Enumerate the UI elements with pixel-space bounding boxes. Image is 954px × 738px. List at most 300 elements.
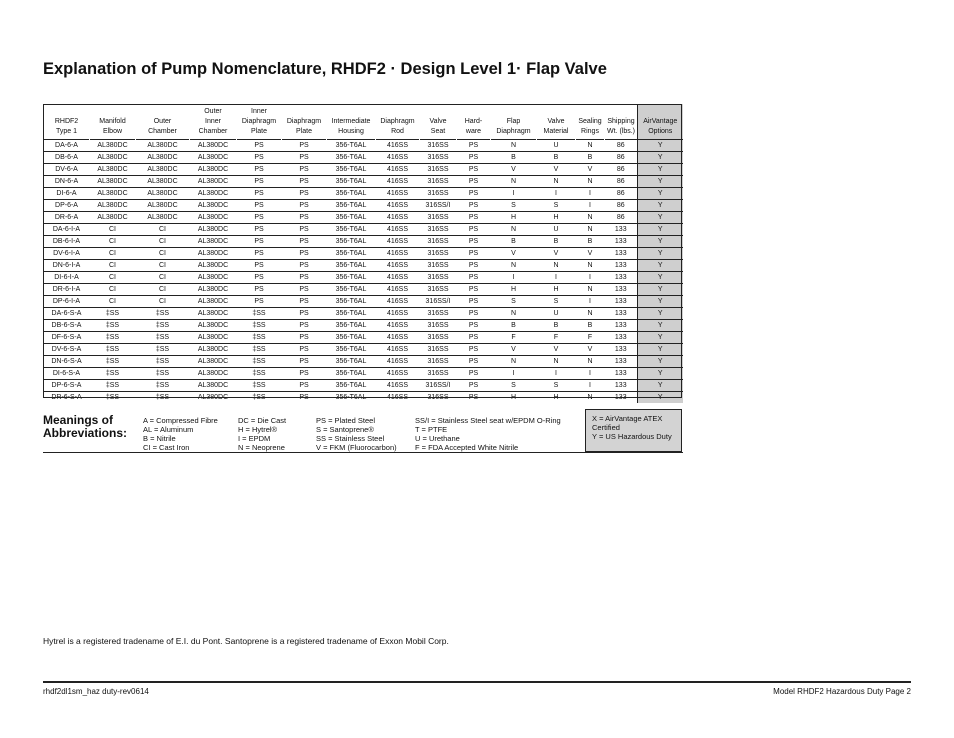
table-cell: V <box>576 344 605 356</box>
table-cell: PS <box>457 368 491 380</box>
table-cell: 356-T6AL <box>327 140 376 152</box>
table-cell: 356-T6AL <box>327 272 376 284</box>
table-row <box>44 320 683 332</box>
table-cell: S <box>537 296 576 308</box>
table-cell: DB-6-A <box>44 152 90 164</box>
abbreviation-item: V = FKM (Fluorocarbon) <box>316 443 397 452</box>
table-cell: PS <box>282 320 327 332</box>
table-cell: DV-6-S-A <box>44 344 90 356</box>
table-cell: U <box>537 140 576 152</box>
table-cell: 356-T6AL <box>327 308 376 320</box>
table-cell: ‡SS <box>90 320 136 332</box>
table-cell: ‡SS <box>136 368 190 380</box>
table-cell: PS <box>457 224 491 236</box>
table-cell: PS <box>457 248 491 260</box>
table-cell: PS <box>457 320 491 332</box>
table-cell: 416SS <box>376 260 420 272</box>
table-cell: N <box>491 224 537 236</box>
column-header: RHDF2 Type 1 <box>44 104 90 140</box>
table-cell: ‡SS <box>237 332 282 344</box>
table-cell: Y <box>638 236 683 248</box>
table-cell: ‡SS <box>237 320 282 332</box>
table-cell: PS <box>457 296 491 308</box>
abbreviations-section <box>43 400 683 453</box>
table-cell: H <box>491 212 537 224</box>
column-header: Outer Inner Chamber <box>190 104 237 140</box>
table-cell: ‡SS <box>237 380 282 392</box>
abbreviations-title: Meanings of Abbreviations: <box>43 413 128 440</box>
table-cell: DF-6-S-A <box>44 332 90 344</box>
abbreviation-column <box>316 416 397 452</box>
table-cell: 86 <box>605 200 638 212</box>
table-cell: PS <box>457 260 491 272</box>
table-cell: AL380DC <box>190 164 237 176</box>
table-cell: I <box>537 368 576 380</box>
table-cell: V <box>537 164 576 176</box>
table-cell: N <box>576 140 605 152</box>
table-cell: N <box>576 260 605 272</box>
abbreviation-item: H = Hytrel® <box>238 425 278 434</box>
table-cell: PS <box>457 332 491 344</box>
column-header: AirVantage Options <box>638 104 683 140</box>
abbreviation-item: N = Neoprene <box>238 443 285 452</box>
table-cell: 356-T6AL <box>327 260 376 272</box>
table-cell: 416SS <box>376 236 420 248</box>
table-cell: B <box>537 320 576 332</box>
table-cell: ‡SS <box>136 380 190 392</box>
table-cell: 416SS <box>376 212 420 224</box>
footer-rule <box>43 681 911 683</box>
table-cell: U <box>537 224 576 236</box>
table-cell: 86 <box>605 176 638 188</box>
table-cell: 416SS <box>376 284 420 296</box>
table-cell: 316SS <box>420 308 457 320</box>
table-cell: ‡SS <box>90 368 136 380</box>
table-row <box>44 164 683 176</box>
table-cell: V <box>576 164 605 176</box>
abbreviation-item: S = Santoprene® <box>316 425 374 434</box>
table-cell: PS <box>282 140 327 152</box>
table-cell: B <box>537 152 576 164</box>
table-cell: PS <box>457 356 491 368</box>
table-cell: AL380DC <box>136 164 190 176</box>
table-cell: V <box>576 248 605 260</box>
table-cell: N <box>576 392 605 404</box>
table-cell: 86 <box>605 212 638 224</box>
table-cell: AL380DC <box>190 248 237 260</box>
table-cell: 316SS <box>420 284 457 296</box>
table-cell: Y <box>638 200 683 212</box>
table-cell: AL380DC <box>136 200 190 212</box>
table-cell: PS <box>457 152 491 164</box>
table-cell: 133 <box>605 320 638 332</box>
table-cell: 416SS <box>376 356 420 368</box>
table-cell: 316SS <box>420 224 457 236</box>
table-cell: AL380DC <box>190 368 237 380</box>
table-cell: PS <box>237 272 282 284</box>
table-cell: N <box>537 356 576 368</box>
table-cell: PS <box>282 176 327 188</box>
table-cell: 416SS <box>376 296 420 308</box>
table-cell: N <box>537 176 576 188</box>
table-cell: Y <box>638 356 683 368</box>
table-cell: 316SS/I <box>420 296 457 308</box>
table-cell: ‡SS <box>90 392 136 404</box>
table-cell: B <box>491 236 537 248</box>
abbreviation-item: PS = Plated Steel <box>316 416 375 425</box>
table-cell: H <box>491 392 537 404</box>
table-cell: CI <box>90 236 136 248</box>
table-row <box>44 224 683 236</box>
table-cell: ‡SS <box>237 356 282 368</box>
table-cell: 416SS <box>376 272 420 284</box>
table-cell: N <box>576 212 605 224</box>
abbreviation-item: F = FDA Accepted White Nitrile <box>415 443 519 452</box>
table-cell: 356-T6AL <box>327 380 376 392</box>
table-cell: 316SS <box>420 176 457 188</box>
table-cell: AL380DC <box>190 260 237 272</box>
table-cell: Y <box>638 332 683 344</box>
table-cell: I <box>491 272 537 284</box>
table-cell: DN-6-S-A <box>44 356 90 368</box>
table-cell: AL380DC <box>136 176 190 188</box>
table-cell: DI-6-S-A <box>44 368 90 380</box>
table-cell: ‡SS <box>237 392 282 404</box>
table-cell: PS <box>457 212 491 224</box>
table-cell: Y <box>638 248 683 260</box>
table-cell: Y <box>638 212 683 224</box>
table-cell: Y <box>638 176 683 188</box>
table-cell: Y <box>638 284 683 296</box>
table-cell: PS <box>282 248 327 260</box>
table-cell: 356-T6AL <box>327 296 376 308</box>
table-cell: 316SS <box>420 212 457 224</box>
table-cell: DA-6-I-A <box>44 224 90 236</box>
table-cell: S <box>537 200 576 212</box>
table-cell: PS <box>457 272 491 284</box>
table-cell: PS <box>282 368 327 380</box>
table-cell: PS <box>237 176 282 188</box>
table-cell: PS <box>457 140 491 152</box>
table-cell: I <box>537 188 576 200</box>
table-cell: V <box>537 248 576 260</box>
table-cell: Y <box>638 272 683 284</box>
table-cell: PS <box>282 224 327 236</box>
table-cell: B <box>576 236 605 248</box>
table-cell: AL380DC <box>190 308 237 320</box>
column-header: Diaphragm Plate <box>282 104 327 140</box>
table-cell: 416SS <box>376 152 420 164</box>
table-cell: N <box>491 308 537 320</box>
table-cell: I <box>576 200 605 212</box>
abbreviation-item: U = Urethane <box>415 434 460 443</box>
table-cell: AL380DC <box>190 212 237 224</box>
table-cell: V <box>537 344 576 356</box>
table-cell: 356-T6AL <box>327 152 376 164</box>
table-cell: N <box>576 176 605 188</box>
table-cell: CI <box>90 260 136 272</box>
table-cell: 416SS <box>376 368 420 380</box>
table-cell: CI <box>136 296 190 308</box>
table-cell: DA-6-A <box>44 140 90 152</box>
table-cell: Y <box>638 380 683 392</box>
table-cell: 356-T6AL <box>327 200 376 212</box>
table-cell: Y <box>638 368 683 380</box>
table-cell: PS <box>237 236 282 248</box>
table-cell: CI <box>90 296 136 308</box>
table-cell: 316SS <box>420 164 457 176</box>
table-cell: PS <box>457 284 491 296</box>
table-cell: 316SS <box>420 140 457 152</box>
table-cell: AL380DC <box>90 200 136 212</box>
table-cell: AL380DC <box>190 224 237 236</box>
table-cell: ‡SS <box>237 368 282 380</box>
table-cell: N <box>576 284 605 296</box>
table-cell: 316SS <box>420 368 457 380</box>
abbreviation-item: T = PTFE <box>415 425 448 434</box>
table-cell: 356-T6AL <box>327 248 376 260</box>
table-cell: 316SS <box>420 260 457 272</box>
table-cell: PS <box>282 332 327 344</box>
table-cell: AL380DC <box>190 356 237 368</box>
table-cell: F <box>491 332 537 344</box>
table-cell: CI <box>90 224 136 236</box>
table-cell: 356-T6AL <box>327 284 376 296</box>
column-header: Intermediate Housing <box>327 104 376 140</box>
table-cell: Y <box>638 296 683 308</box>
table-cell: AL380DC <box>190 140 237 152</box>
table-cell: CI <box>136 224 190 236</box>
abbreviation-item: AL = Aluminum <box>143 425 194 434</box>
table-row <box>44 344 683 356</box>
table-cell: ‡SS <box>136 344 190 356</box>
abbreviation-item: SS = Stainless Steel <box>316 434 385 443</box>
table-cell: 356-T6AL <box>327 224 376 236</box>
table-row <box>44 284 683 296</box>
table-cell: CI <box>90 284 136 296</box>
table-row <box>44 308 683 320</box>
airvantage-legend-item: Certified <box>592 423 620 432</box>
table-cell: AL380DC <box>190 284 237 296</box>
table-cell: H <box>491 284 537 296</box>
table-cell: 416SS <box>376 380 420 392</box>
table-cell: PS <box>237 260 282 272</box>
table-cell: PS <box>457 392 491 404</box>
table-cell: 316SS <box>420 332 457 344</box>
table-cell: AL380DC <box>190 200 237 212</box>
table-cell: PS <box>237 284 282 296</box>
abbreviation-item: B = Nitrile <box>143 434 176 443</box>
table-cell: I <box>576 296 605 308</box>
table-cell: DP-6-S-A <box>44 380 90 392</box>
table-cell: CI <box>90 272 136 284</box>
table-cell: DA-6-S-A <box>44 308 90 320</box>
table-cell: 133 <box>605 332 638 344</box>
table-cell: 416SS <box>376 200 420 212</box>
column-header: Manifold Elbow <box>90 104 136 140</box>
table-cell: I <box>491 188 537 200</box>
table-cell: 133 <box>605 236 638 248</box>
table-cell: PS <box>282 308 327 320</box>
table-cell: 356-T6AL <box>327 212 376 224</box>
table-cell: AL380DC <box>90 176 136 188</box>
table-cell: CI <box>136 260 190 272</box>
table-cell: 86 <box>605 164 638 176</box>
table-cell: Y <box>638 308 683 320</box>
table-cell: PS <box>237 164 282 176</box>
table-cell: DV-6-A <box>44 164 90 176</box>
table-cell: CI <box>136 284 190 296</box>
table-cell: 356-T6AL <box>327 236 376 248</box>
table-cell: PS <box>282 260 327 272</box>
table-cell: PS <box>457 200 491 212</box>
table-cell: CI <box>136 248 190 260</box>
table-cell: PS <box>457 308 491 320</box>
table-row <box>44 368 683 380</box>
abbreviation-item: DC = Die Cast <box>238 416 287 425</box>
table-cell: AL380DC <box>190 296 237 308</box>
airvantage-legend-item: Y = US Hazardous Duty <box>592 432 672 441</box>
column-header: Valve Seat <box>420 104 457 140</box>
table-cell: Y <box>638 344 683 356</box>
table-cell: 416SS <box>376 248 420 260</box>
table-cell: DP-6-A <box>44 200 90 212</box>
table-cell: 356-T6AL <box>327 356 376 368</box>
table-cell: N <box>576 308 605 320</box>
table-cell: PS <box>282 164 327 176</box>
table-cell: AL380DC <box>90 152 136 164</box>
table-cell: B <box>537 236 576 248</box>
table-cell: S <box>491 296 537 308</box>
table-cell: CI <box>136 272 190 284</box>
table-cell: ‡SS <box>136 392 190 404</box>
table-cell: I <box>576 188 605 200</box>
table-cell: 356-T6AL <box>327 176 376 188</box>
table-cell: DB-6-S-A <box>44 320 90 332</box>
table-cell: 316SS <box>420 152 457 164</box>
table-cell: AL380DC <box>136 140 190 152</box>
table-cell: AL380DC <box>90 164 136 176</box>
table-cell: 416SS <box>376 344 420 356</box>
footer-page-label: Model RHDF2 Hazardous Duty Page 2 <box>773 687 911 696</box>
table-row <box>44 188 683 200</box>
table-cell: AL380DC <box>190 188 237 200</box>
column-header: Inner Diaphragm Plate <box>237 104 282 140</box>
table-cell: ‡SS <box>90 380 136 392</box>
table-cell: N <box>576 224 605 236</box>
table-cell: AL380DC <box>190 380 237 392</box>
table-cell: PS <box>282 344 327 356</box>
page-title: Explanation of Pump Nomenclature, RHDF2 · Design Level 1· Flap Valve <box>43 60 607 78</box>
table-cell: 133 <box>605 356 638 368</box>
table-cell: Y <box>638 392 683 404</box>
table-cell: I <box>576 380 605 392</box>
table-cell: DN-6-I-A <box>44 260 90 272</box>
table-cell: N <box>537 260 576 272</box>
airvantage-legend-item: X = AirVantage ATEX <box>592 414 663 423</box>
table-cell: N <box>491 260 537 272</box>
table-cell: PS <box>237 224 282 236</box>
column-header: Valve Material <box>537 104 576 140</box>
table-cell: ‡SS <box>237 308 282 320</box>
table-cell: PS <box>457 236 491 248</box>
table-cell: PS <box>282 356 327 368</box>
table-cell: AL380DC <box>190 320 237 332</box>
column-header: Shipping Wt. (lbs.) <box>605 104 638 140</box>
table-cell: 356-T6AL <box>327 164 376 176</box>
table-cell: 416SS <box>376 188 420 200</box>
table-cell: PS <box>282 188 327 200</box>
table-cell: 133 <box>605 308 638 320</box>
table-cell: DI-6-A <box>44 188 90 200</box>
table-cell: V <box>491 344 537 356</box>
table-cell: H <box>537 392 576 404</box>
table-cell: PS <box>282 200 327 212</box>
table-cell: AL380DC <box>90 212 136 224</box>
table-row <box>44 332 683 344</box>
trademark-note: Hytrel is a registered tradename of E.I. du Pont. Santoprene is a registered tradename of Exxon Mobil Corp. <box>43 636 449 646</box>
table-cell: 416SS <box>376 392 420 404</box>
table-cell: 316SS/I <box>420 200 457 212</box>
table-cell: ‡SS <box>90 356 136 368</box>
table-cell: 416SS <box>376 308 420 320</box>
table-cell: I <box>576 368 605 380</box>
table-cell: 356-T6AL <box>327 188 376 200</box>
table-cell: 416SS <box>376 332 420 344</box>
table-cell: CI <box>90 248 136 260</box>
table-cell: F <box>537 332 576 344</box>
table-row <box>44 356 683 368</box>
table-cell: Y <box>638 188 683 200</box>
table-cell: PS <box>282 284 327 296</box>
table-cell: 356-T6AL <box>327 344 376 356</box>
table-cell: N <box>491 356 537 368</box>
table-cell: 133 <box>605 248 638 260</box>
table-cell: 133 <box>605 392 638 404</box>
table-cell: V <box>491 248 537 260</box>
footer-document-code: rhdf2dl1sm_haz duty-rev0614 <box>43 687 149 696</box>
table-row <box>44 248 683 260</box>
table-cell: 316SS <box>420 320 457 332</box>
table-cell: 356-T6AL <box>327 320 376 332</box>
abbreviation-item: SS/I = Stainless Steel seat w/EPDM O-Ring <box>415 416 561 425</box>
table-cell: DR-6-A <box>44 212 90 224</box>
table-cell: 416SS <box>376 224 420 236</box>
table-cell: I <box>491 368 537 380</box>
table-cell: PS <box>237 188 282 200</box>
column-header: Hard- ware <box>457 104 491 140</box>
table-row <box>44 236 683 248</box>
table-cell: 316SS <box>420 344 457 356</box>
table-cell: DR-6-I-A <box>44 284 90 296</box>
table-cell: I <box>576 272 605 284</box>
table-cell: DN-6-A <box>44 176 90 188</box>
table-row <box>44 152 683 164</box>
table-cell: ‡SS <box>90 332 136 344</box>
table-cell: 356-T6AL <box>327 368 376 380</box>
table-cell: 133 <box>605 260 638 272</box>
table-row <box>44 260 683 272</box>
table-cell: 86 <box>605 152 638 164</box>
table-cell: 86 <box>605 188 638 200</box>
table-cell: PS <box>457 188 491 200</box>
table-cell: U <box>537 308 576 320</box>
table-row <box>44 272 683 284</box>
airvantage-legend-box <box>585 409 682 452</box>
table-cell: 356-T6AL <box>327 392 376 404</box>
table-cell: F <box>576 332 605 344</box>
table-cell: AL380DC <box>190 272 237 284</box>
